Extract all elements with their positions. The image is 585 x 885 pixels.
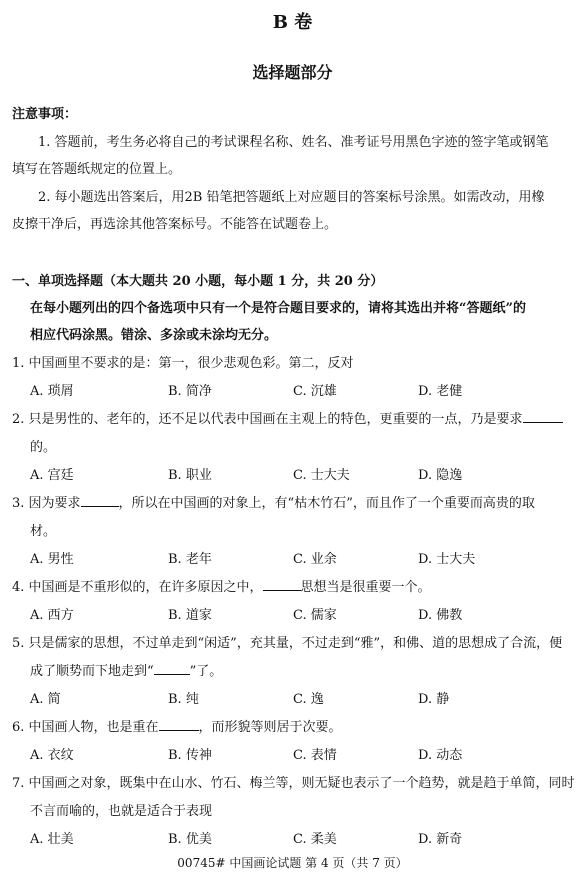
question-1-option-c: C. 沉雄 [293,384,337,399]
question-4-option-d: D. 佛教 [418,608,463,623]
question-5-stem-part2: ”了。 [189,664,223,679]
question-6-stem-part1: 6. 中国画人物，也是重在 [12,720,159,735]
part-instruction-line2: 相应代码涂黑。错涂、多涂或未涂均无分。 [30,328,278,343]
question-5-option-d: D. 静 [418,692,450,707]
answer-blank [154,662,190,675]
question-2-option-a: A. 宫廷 [30,468,74,483]
part-title: 一、单项选择题（本大题共 20 小题，每小题 1 分，共 20 分） [12,274,384,289]
notice-p1-line2: 填写在答题纸规定的位置上。 [12,162,182,177]
question-7-option-b: B. 优美 [168,832,212,847]
question-5-option-a: A. 简 [30,692,61,707]
notice-p2-line1: 2. 每小题选出答案后，用2B 铅笔把答题纸上对应题目的答案标号涂黑。如需改动，用橡 [38,190,545,205]
question-6-stem-part2: ，而形貌等则居于次要。 [198,720,342,735]
question-4-stem-part2: 思想当是很重要一个。 [300,580,431,595]
question-5-stem-line2 [30,660,222,679]
question-3-stem-part2: ，所以在中国画的对象上，有“枯木竹石”，而且作了一个重要而高贵的取 [118,496,535,511]
question-3-option-a: A. 男性 [30,552,74,567]
question-3-stem-part1: 3. 因为要求 [12,496,81,511]
question-1-option-b: B. 简净 [168,384,212,399]
question-5-stem-part1: 成了顺势而下地走到“ [30,664,154,679]
answer-blank [159,718,199,731]
question-4-option-a: A. 西方 [30,608,74,623]
question-2-stem [12,408,563,427]
question-7-stem-line2: 不言而喻的，也就是适合于表现 [30,804,213,819]
question-5-option-b: B. 纯 [168,692,199,707]
notice-title: 注意事项： [12,107,78,122]
question-7-stem: 7. 中国画之对象，既集中在山水、竹石、梅兰等，则无疑也表示了一个趋势，就是趋于单简，同时 [12,776,575,791]
answer-blank [81,494,119,507]
question-2-option-b: B. 职业 [168,468,212,483]
part-instruction-line1: 在每小题列出的四个备选项中只有一个是符合题目要求的，请将其选出并将“答题纸”的 [30,301,526,316]
question-3-option-b: B. 老年 [168,552,212,567]
question-4-option-c: C. 儒家 [293,608,337,623]
question-3-option-d: D. 士大夫 [418,552,476,567]
question-1-option-a: A. 琐屑 [30,384,74,399]
question-5-stem: 5. 只是儒家的思想，不过单走到“闲适”，充其量，不过走到“雅”，和佛、道的思想成了合流，便 [12,636,563,651]
question-6-option-d: D. 动态 [418,748,463,763]
question-2-stem-line2: 的。 [30,440,57,455]
answer-blank [263,578,301,591]
notice-p2-line2: 皮擦干净后，再选涂其他答案标号。不能答在试题卷上。 [12,217,338,232]
question-7-option-c: C. 柔美 [293,832,337,847]
question-1-stem: 1. 中国画里不要求的是：第一，很少悲观色彩。第二，反对 [12,356,354,371]
section-title: 选择题部分 [252,63,333,82]
question-3-stem [12,492,535,511]
question-7-option-a: A. 壮美 [30,832,74,847]
question-6-option-b: B. 传神 [168,748,212,763]
question-7-option-d: D. 新奇 [418,832,463,847]
question-4-stem-part1: 4. 中国画是不重形似的，在许多原因之中， [12,580,263,595]
question-6-option-a: A. 衣纹 [30,748,74,763]
question-2-option-c: C. 士大夫 [293,468,350,483]
question-1-option-d: D. 老健 [418,384,463,399]
notice-p1-line1: 1. 答题前，考生务必将自己的考试课程名称、姓名、准考证号用黑色字迹的签字笔或钢笔 [38,135,549,150]
page-footer: 00745# 中国画论试题 第 4 页（共 7 页） [177,856,408,870]
question-4-stem [12,576,431,595]
question-3-option-c: C. 业余 [293,552,337,567]
question-6-option-c: C. 表情 [293,748,337,763]
question-2-option-d: D. 隐逸 [418,468,463,483]
question-5-option-c: C. 逸 [293,692,324,707]
question-4-option-b: B. 道家 [168,608,212,623]
question-3-stem-line2: 材。 [30,524,57,539]
question-6-stem [12,716,342,735]
volume-title: B 卷 [272,12,313,33]
question-2-stem-text: 2. 只是男性的、老年的，还不足以代表中国画在主观上的特色，更重要的一点，乃是要求 [12,412,523,427]
answer-blank [523,410,563,423]
